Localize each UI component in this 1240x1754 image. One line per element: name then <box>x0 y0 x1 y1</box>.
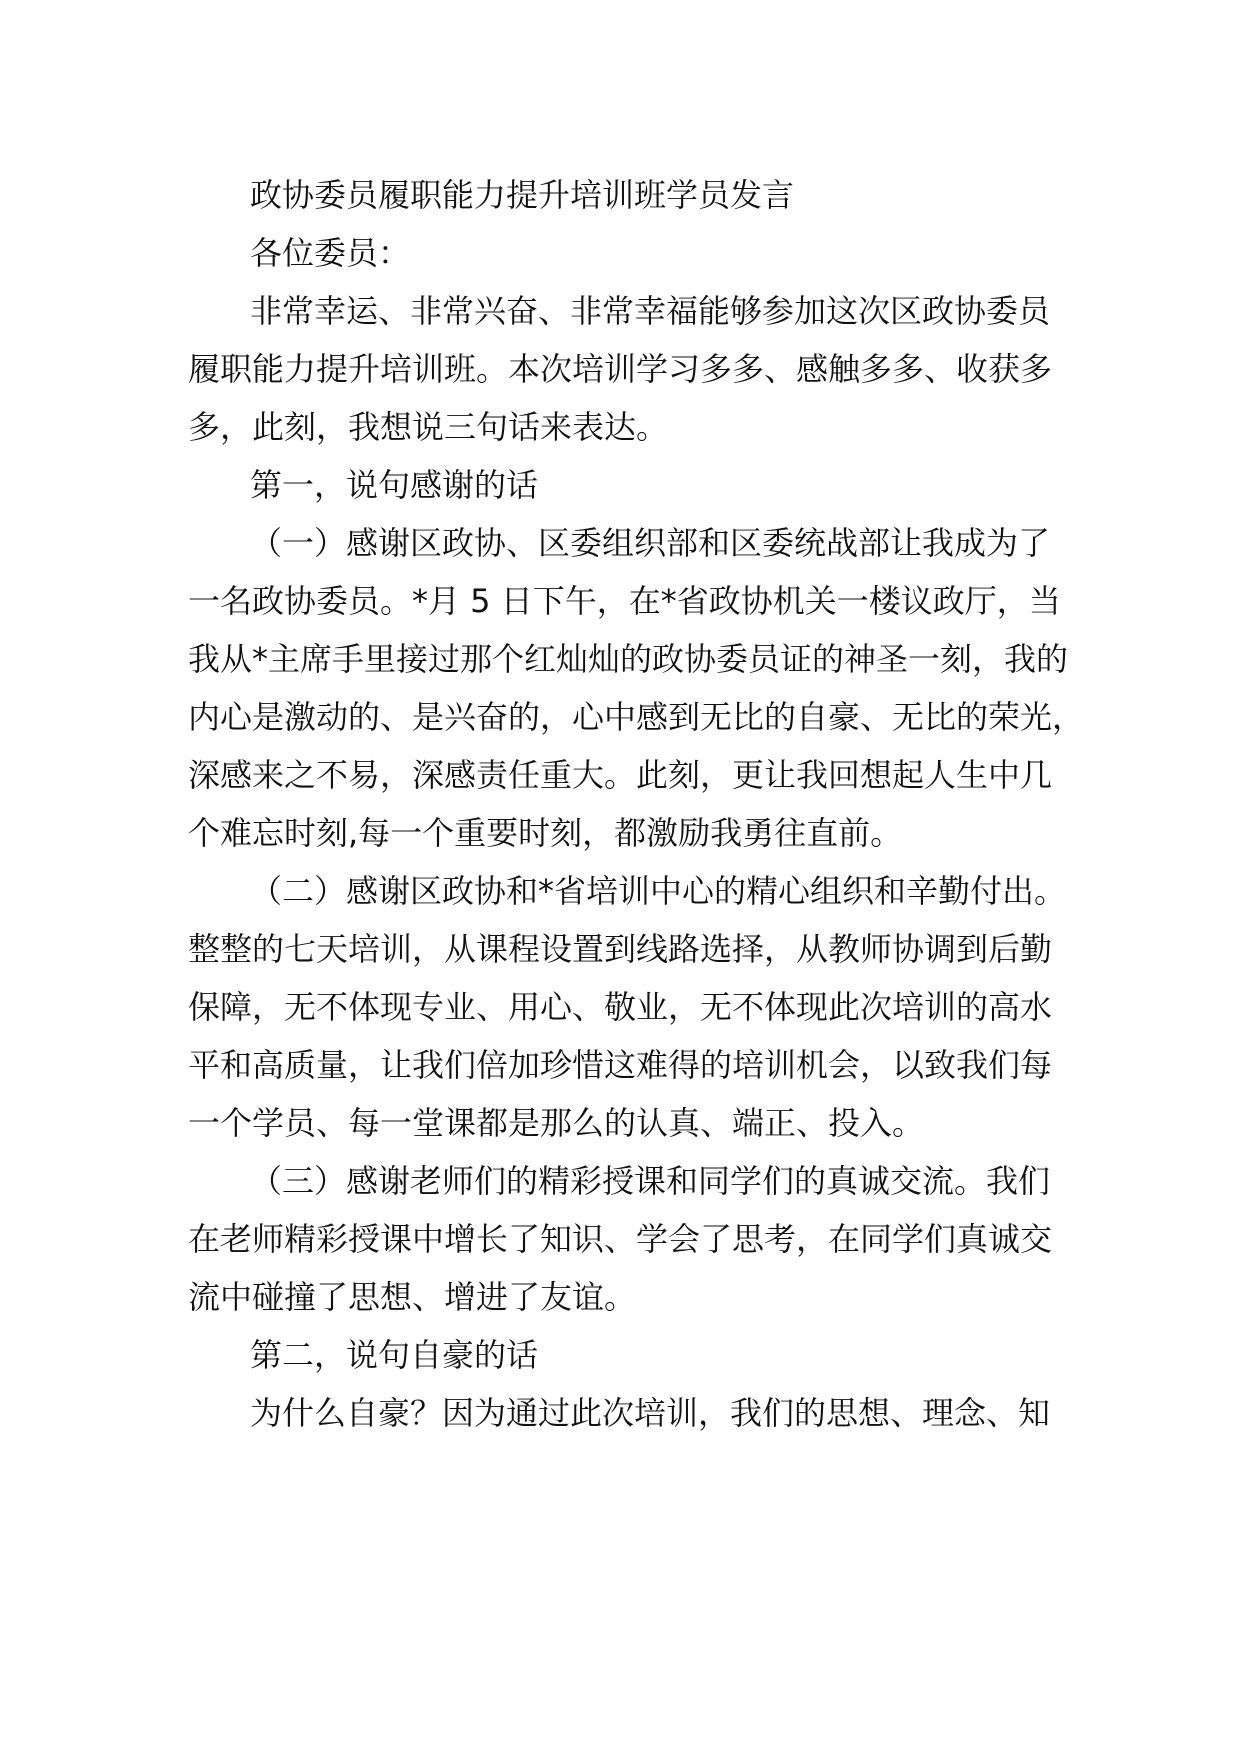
text-line: 深感来之不易，深感责任重大。此刻，更让我回想起人生中几 <box>188 756 1053 794</box>
section-heading: 第一，说句感谢的话 <box>250 466 539 504</box>
text-line: 一个学员、每一堂课都是那么的认真、端正、投入。 <box>188 1104 925 1142</box>
text-line: 流中碰撞了思想、增进了友谊。 <box>188 1278 637 1316</box>
text-line: 保障，无不体现专业、用心、敬业，无不体现此次培训的高水 <box>188 988 1053 1026</box>
text-line: （二）感谢区政协和*省培训中心的精心组织和辛勤付出。 <box>250 872 1067 910</box>
text-line: 一名政协委员。*月 5 日下午，在*省政协机关一楼议政厅，当 <box>188 582 1061 620</box>
salutation: 各位委员： <box>250 234 411 272</box>
document-title: 政协委员履职能力提升培训班学员发言 <box>250 176 795 214</box>
text-line: 整整的七天培训，从课程设置到线路选择，从教师协调到后勤 <box>188 930 1053 968</box>
text-line: （三）感谢老师们的精彩授课和同学们的真诚交流。我们 <box>250 1162 1051 1200</box>
text-line: 为什么自豪？因为通过此次培训，我们的思想、理念、知 <box>250 1394 1051 1432</box>
text-line: 多，此刻，我想说三句话来表达。 <box>188 408 669 446</box>
text-line: 履职能力提升培训班。本次培训学习多多、感触多多、收获多 <box>188 350 1053 388</box>
text-line: 内心是激动的、是兴奋的，心中感到无比的自豪、无比的荣光， <box>188 698 1085 736</box>
text-line: 平和高质量，让我们倍加珍惜这难得的培训机会，以致我们每 <box>188 1046 1053 1084</box>
section-heading: 第二，说句自豪的话 <box>250 1336 539 1374</box>
text-line: 个难忘时刻,每一个重要时刻，都激励我勇往直前。 <box>188 814 903 852</box>
text-line: 在老师精彩授课中增长了知识、学会了思考，在同学们真诚交 <box>188 1220 1053 1258</box>
text-line: （一）感谢区政协、区委组织部和区委统战部让我成为了 <box>250 524 1051 562</box>
text-line: 我从*主席手里接过那个红灿灿的政协委员证的神圣一刻，我的 <box>188 640 1069 678</box>
text-line: 非常幸运、非常兴奋、非常幸福能够参加这次区政协委员 <box>250 292 1051 330</box>
